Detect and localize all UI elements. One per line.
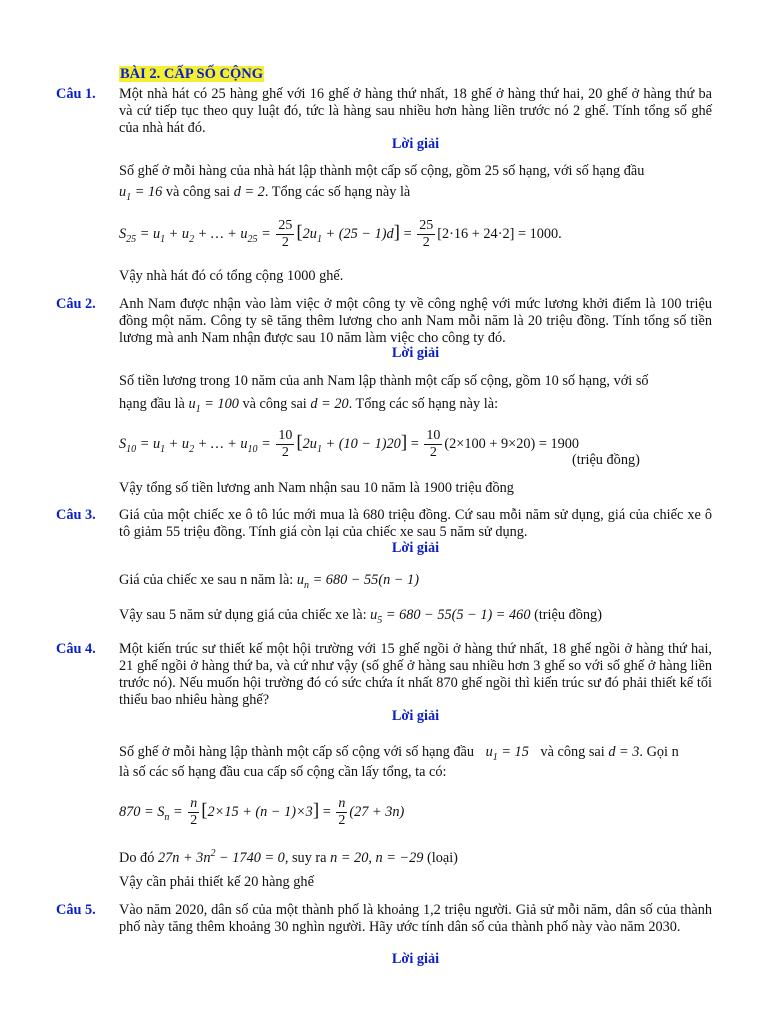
question-3-text: Giá của một chiếc xe ô tô lúc mới mua là 680 triệu đồng. Cứ sau mỗi năm sử dụng, giá của chiếc xe ô tô giảm 55 triệu đồng. Tính giá còn lại của chiếc xe sau 5 năm sử dụng. (119, 507, 712, 540)
question-4-solution-label: Lời giải (391, 708, 440, 724)
question-4-solution-line2: là số các số hạng đầu cua cấp số cộng cần lấy tổng, ta có: (119, 764, 447, 780)
question-5-label: Câu 5. (56, 902, 96, 918)
question-2-solution-line1: Số tiền lương trong 10 năm của anh Nam lập thành một cấp số cộng, gồm 10 số hạng, với số (119, 373, 649, 389)
formula-un: $u_n = 680 - 55(n - 1)$ (296, 572, 419, 591)
formula-d-3: d = 3 (608, 744, 640, 760)
question-1-solution-label: Lời giải (391, 136, 440, 152)
formula-roots: n = 20, n = −29 (330, 849, 424, 866)
question-2-conclusion: Vậy tổng số tiền lương anh Nam nhận sau 10 năm là 1900 triệu đồng (119, 480, 514, 496)
question-2-solution-line2: hạng đầu là $u_1 = 100$ và công sai d = 20. Tổng các số hạng này là: (119, 396, 499, 415)
question-5-text: Vào năm 2020, dân số của một thành phố là khoảng 1,2 triệu người. Giả sử mỗi năm, dân số của thành phố này tăng thêm khoảng 30 nghìn người. Hãy ước tính dân số của thành phố này vào năm 2030. (119, 902, 712, 935)
formula-u1-16: $u_1 = 16$ (119, 184, 163, 203)
section-title: BÀI 2. CẤP SỐ CỘNG (120, 66, 264, 82)
question-1-solution-line1: Số ghế ở mỗi hàng của nhà hát lập thành một cấp số cộng, gồm 25 số hạng, với số hạng đầu (119, 163, 645, 179)
question-4-text: Một kiến trúc sư thiết kế một hội trường với 15 ghế ngồi ở hàng thứ nhất, 18 ghế ngồi ở hàng thứ hai, 21 ghế ngồi ở hàng thứ ba, và cứ như vậy (số ghế ở hàng sau nhiều hơn 3 ghế so với số ghế ở hàng liền trước nó). Nếu muốn hội trường đó có sức chứa ít nhất 870 ghế ngồi thì kiến trúc sư đó phải thiết kế tối thiểu bao nhiêu hàng ghế? (119, 641, 712, 708)
question-2-text: Anh Nam được nhận vào làm việc ở một công ty về công nghệ với mức lương khởi điểm là 100 triệu đồng một năm. Công ty sẽ tăng thêm lương cho anh Nam mỗi năm là 20 triệu đồng. Tính tổng số tiền lương mà anh Nam nhận được sau 10 năm làm việc cho công ty đó. (119, 296, 712, 346)
formula-d-20: d = 20 (310, 396, 349, 412)
question-4-solution-line1: Số ghế ở mỗi hàng lập thành một cấp số cộng với số hạng đầu $u_1 = 15$ và công sai d = 3. Gọi n (119, 744, 679, 763)
question-2-label: Câu 2. (56, 296, 96, 312)
question-2-formula-sum: $S_{10} = u_1 + u_2$ + … + $u_{10}$ = $\frac{10}{2}$ $[2u_1 + (10 - 1)20]$ = $\frac{10}{2}$ (2×100 + 9×20) = 1900 (119, 428, 580, 460)
formula-u1-100: $u_1 = 100$ (188, 396, 239, 415)
question-1-formula-sum: $S_{25} = u_1 + u_2$ + … + $u_{25}$ = $\frac{25}{2}$ $[2u_1 + (25 - 1)d]$ = $\frac{25}{2}$ [2·16 + 24·2] = 1000. (119, 218, 562, 250)
formula-quadratic: $27n + 3n^2 - 1740 = 0$ (157, 848, 285, 866)
question-4-solution-line3: Do đó $27n + 3n^2 - 1740 = 0$, suy ra n = 20, n = −29 (loại) (119, 848, 458, 866)
question-1-solution-line2: $u_1 = 16$ và công sai d = 2. Tổng các số hạng này là (119, 184, 411, 203)
question-4-formula: $870 = S_n$ = $\frac{n}{2}$ [2×15 + (n − 1)×3] = $\frac{n}{2}$ (27 + 3n) (119, 796, 405, 828)
question-1-label: Câu 1. (56, 86, 96, 102)
formula-d-2: d = 2 (233, 184, 265, 200)
question-4-label: Câu 4. (56, 641, 96, 657)
question-5-solution-label: Lời giải (391, 951, 440, 967)
question-3-solution-line1: Giá của chiếc xe sau n năm là: $u_n = 680 - 55(n - 1)$ (119, 572, 419, 591)
question-2-solution-label: Lời giải (391, 345, 440, 361)
formula-u1-15: $u_1 = 15$ (485, 744, 529, 763)
question-4-conclusion: Vậy cần phải thiết kế 20 hàng ghế (119, 874, 314, 890)
formula-u5: $u_5 = 680 - 55(5 - 1) = 460$ (370, 607, 531, 626)
question-1-text: Một nhà hát có 25 hàng ghế với 16 ghế ở hàng thứ nhất, 18 ghế ở hàng thứ hai, 20 ghế ở hàng thứ ba và cứ tiếp tục theo quy luật đó, tức là hàng sau nhiều hơn hàng liền trước nó 2 ghế. Tính tổng số ghế của nhà hát đó. (119, 86, 712, 136)
question-3-solution-label: Lời giải (391, 540, 440, 556)
question-2-unit: (triệu đồng) (572, 452, 640, 468)
question-3-solution-line2: Vậy sau 5 năm sử dụng giá của chiếc xe là: $u_5 = 680 - 55(5 - 1) = 460$ (triệu đồng) (119, 607, 602, 626)
question-3-label: Câu 3. (56, 507, 96, 523)
question-1-conclusion: Vậy nhà hát đó có tổng cộng 1000 ghế. (119, 268, 344, 284)
